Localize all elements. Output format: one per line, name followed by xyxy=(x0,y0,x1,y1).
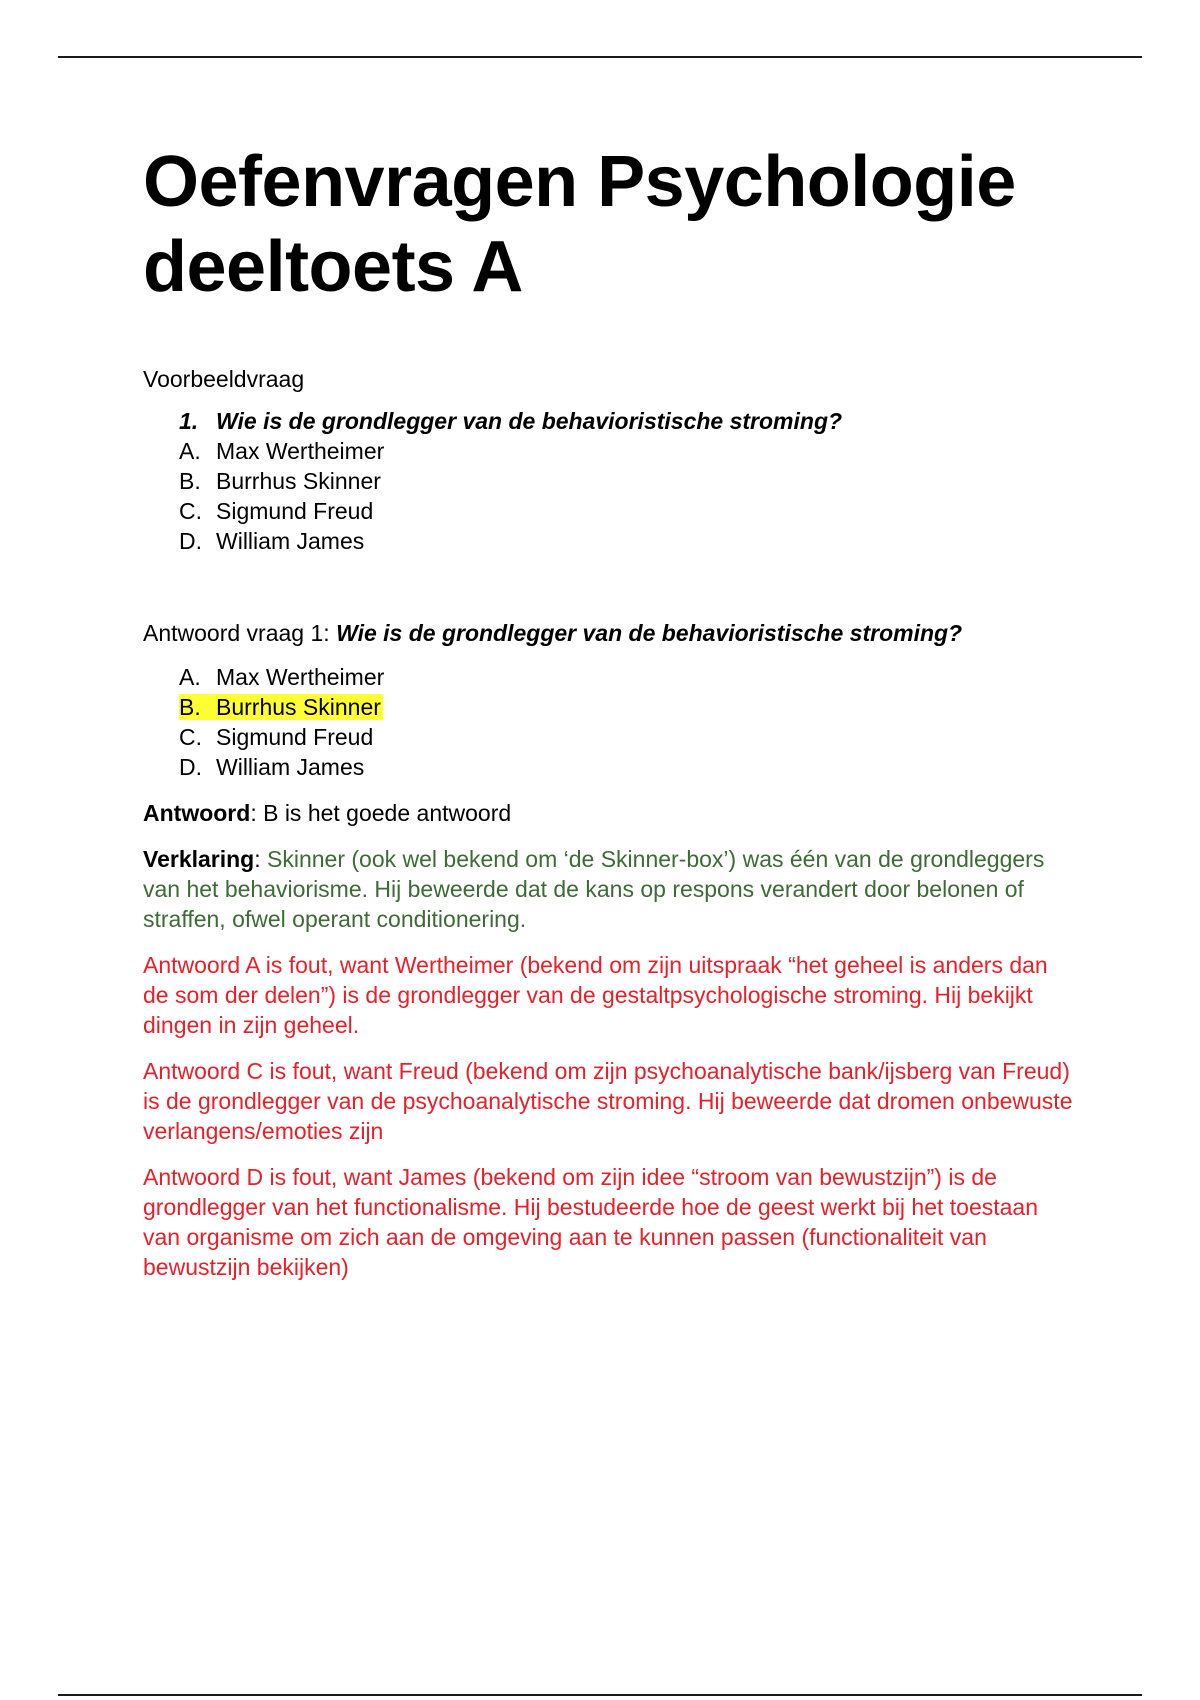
option-letter: D. xyxy=(179,754,202,780)
wrong-answer-d: Antwoord D is fout, want James (bekend om zijn idee “stroom van bewustzijn”) is de grondlegger van het functionalisme. Hij bestudeerde hoe de geest werkt bij het toestaan van organisme om zich aan de omgeving aan te kunnen passen (functionaliteit van bewustzijn bekijken) xyxy=(143,1164,1039,1280)
option-item xyxy=(179,466,1073,496)
explanation-text: Skinner (ook wel bekend om ‘de Skinner-box’) was één van de grondleggers van het behaviorisme. Hij beweerde dat de kans op respons verandert door belonen of straffen, ofwel operant conditionering. xyxy=(143,846,1045,932)
wrong-answer-a: Antwoord A is fout, want Wertheimer (bekend om zijn uitspraak “het geheel is anders dan de som der delen”) is de grondlegger van de gestaltpsychologische stroming. Hij bekijkt dingen in zijn geheel. xyxy=(143,952,1048,1038)
question-options xyxy=(179,436,1073,556)
answer-label: Antwoord xyxy=(143,800,251,826)
answer-options xyxy=(179,662,1073,782)
correct-answer-highlight xyxy=(179,694,383,720)
intro-label: Voorbeeldvraag xyxy=(143,366,305,392)
option-item xyxy=(179,526,1073,556)
option-letter: D. xyxy=(179,528,202,554)
option-letter: A. xyxy=(179,664,201,690)
option-text: Burrhus Skinner xyxy=(216,694,381,720)
explanation-label: Verklaring xyxy=(143,846,255,872)
answer-statement xyxy=(143,798,1073,828)
answer-option-item xyxy=(179,752,1073,782)
answer-options-block xyxy=(143,662,1073,782)
answer-heading-prefix: Antwoord vraag 1: xyxy=(143,620,337,646)
bottom-rule xyxy=(58,1694,1142,1696)
option-text: Sigmund Freud xyxy=(216,724,374,750)
answer-heading xyxy=(143,618,1073,648)
option-item xyxy=(179,496,1073,526)
answer-option-item xyxy=(179,662,1073,692)
option-letter: C. xyxy=(179,724,202,750)
option-text: William James xyxy=(216,528,365,554)
question-block xyxy=(143,406,1073,556)
option-letter: B. xyxy=(179,468,201,494)
wrong-answer-c: Antwoord C is fout, want Freud (bekend om zijn psychoanalytische bank/ijsberg van Freud) is de grondlegger van de psychoanalytische stroming. Hij beweerde dat dromen onbewuste verlangens/emoties zijn xyxy=(143,1058,1073,1144)
document-body xyxy=(143,140,1073,1282)
option-letter: C. xyxy=(179,498,202,524)
answer-heading-question: Wie is de grondlegger van de behavioristische stroming? xyxy=(336,620,963,646)
option-text: Sigmund Freud xyxy=(216,498,374,524)
title-line-2: deeltoets A xyxy=(143,227,523,307)
option-text: William James xyxy=(216,754,365,780)
explanation-colon: : xyxy=(254,846,268,872)
explanation xyxy=(143,844,1073,934)
question-line xyxy=(179,406,1073,436)
option-item xyxy=(179,436,1073,466)
question-number: 1. xyxy=(179,408,199,434)
answer-text: : B is het goede antwoord xyxy=(250,800,512,826)
top-rule xyxy=(58,56,1142,58)
option-text: Burrhus Skinner xyxy=(216,468,381,494)
option-text: Max Wertheimer xyxy=(216,664,385,690)
page-title xyxy=(143,140,1073,310)
title-line-1: Oefenvragen Psychologie xyxy=(143,142,1016,222)
option-text: Max Wertheimer xyxy=(216,438,385,464)
option-letter: B. xyxy=(179,694,201,720)
answer-option-item xyxy=(179,722,1073,752)
option-letter: A. xyxy=(179,438,201,464)
question-text: Wie is de grondlegger van de behavioristische stroming? xyxy=(216,408,843,434)
answer-option-item-correct xyxy=(179,692,1073,722)
